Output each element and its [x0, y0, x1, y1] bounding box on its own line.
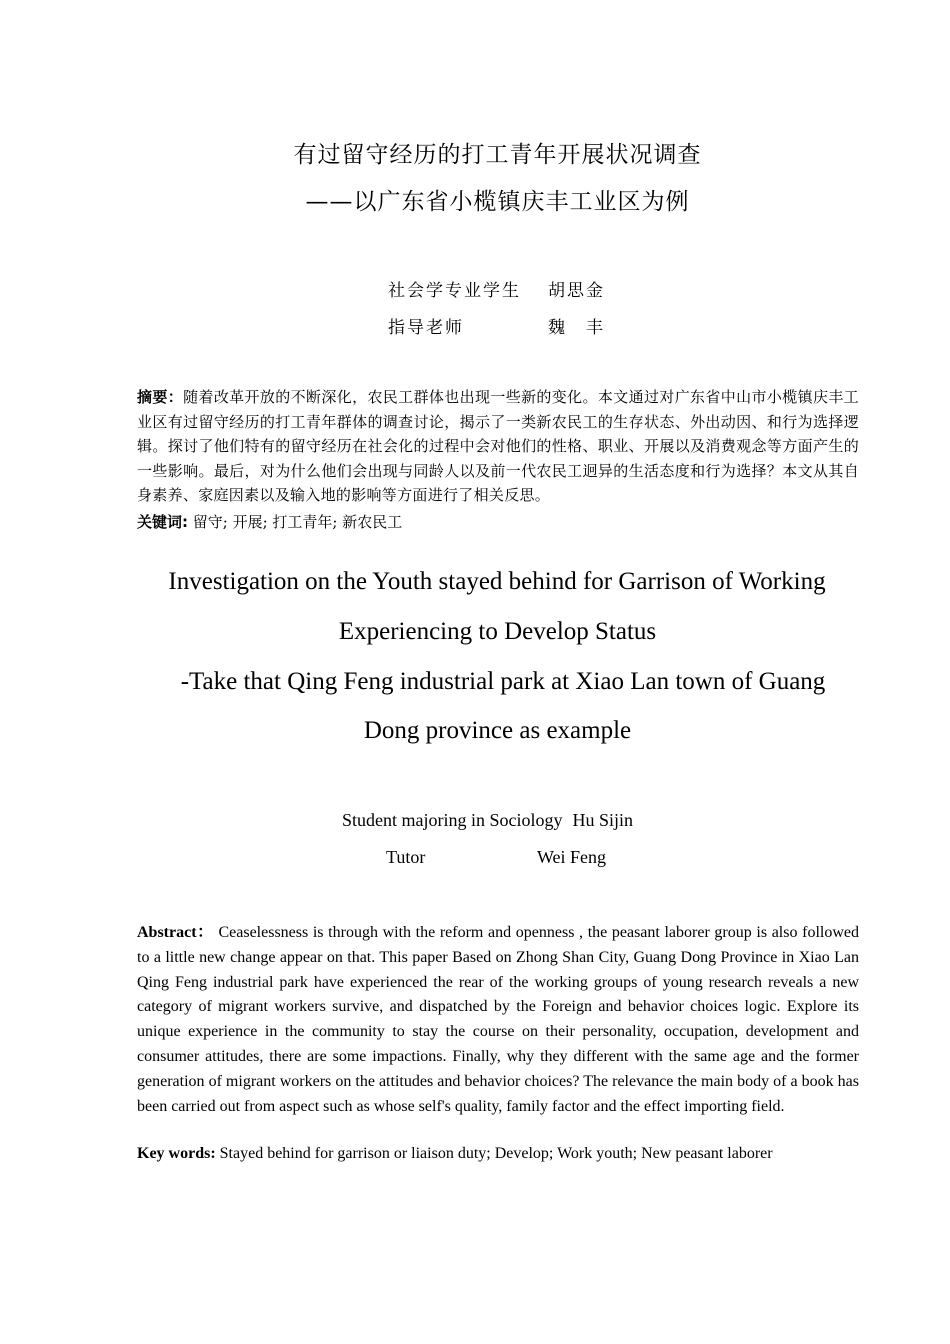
chinese-abstract-text: 随着改革开放的不断深化，农民工群体也出现一些新的变化。本文通过对广东省中山市小榄镇庆丰工业区有过留守经历的打工青年群体的调查讨论，揭示了一类新农民工的生存状态、外出动因、和行为选择逻辑。探讨了他们特有的留守经历在社会化的过程中会对他们的性格、职业、开展以及消费观念等方面产生的一些影响。最后，对为什么他们会出现与同龄人以及前一代农民工迥异的生活态度和行为选择？本文从其自身素养、家庭因素以及输入地的影响等方面进行了相关反思。 [137, 388, 859, 505]
chinese-keywords-text: 留守; 开展; 打工青年; 新农民工 [188, 513, 403, 531]
chinese-keywords-label: 关键词: [137, 513, 188, 531]
english-tutor-role: Tutor [386, 847, 426, 867]
english-title-line-2: Experiencing to Develop Status [338, 618, 657, 645]
english-title-line-1: Investigation on the Youth stayed behind for Garrison of Working [168, 568, 826, 595]
chinese-author-row [388, 276, 605, 301]
english-author-role: Student majoring in Sociology [342, 810, 563, 830]
chinese-abstract [137, 385, 859, 508]
chinese-title-line-2: ——以广东省小榄镇庆丰工业区为例 [305, 189, 690, 215]
chinese-title-line-1: 有过留守经历的打工青年开展状况调查 [293, 142, 702, 168]
chinese-abstract-label: 摘要： [137, 388, 184, 406]
english-keywords-text: Stayed behind for garrison or liaison duty; Develop; Work youth; New peasant laborer [215, 1145, 773, 1162]
english-keywords [137, 1145, 859, 1163]
chinese-keywords [137, 511, 402, 532]
english-abstract [137, 921, 859, 1119]
english-author-name: Hu Sijin [572, 810, 634, 830]
english-author-row [342, 810, 633, 831]
chinese-tutor-role: 指导老师 [388, 318, 464, 338]
english-abstract-label: Abstract： [137, 924, 214, 941]
english-title-line-4: Dong province as example [363, 717, 632, 744]
chinese-author-name: 胡思金 [548, 281, 605, 301]
chinese-author-role: 社会学专业学生 [388, 281, 521, 301]
chinese-tutor-row [388, 313, 605, 338]
english-keywords-label: Key words: [137, 1145, 216, 1162]
english-abstract-text: Ceaselessness is through with the reform and openness , the peasant laborer group is also followed to a little new change appear on that. This paper Based on Zhong Shan City, Guang Dong Province in Xiao Lan Qing Feng industrial park have experienced the rear of the working groups of young research reveals a new category of migrant workers survive, and dispatched by the Foreign and behavior choices logic. Explore its unique experience in the community to stay the course on their personality, occupation, development and consumer attitudes, there are some impactions. Finally, why they different with the same age and the former generation of migrant workers on the attitudes and behavior choices? The relevance the main body of a book has been carried out from aspect such as whose self's quality, family factor and the effect importing field. [137, 924, 859, 1115]
english-title-line-3: -Take that Qing Feng industrial park at Xiao Lan town of Guang [180, 668, 826, 695]
english-tutor-name: Wei Feng [537, 847, 607, 867]
chinese-tutor-name: 魏 丰 [548, 318, 605, 338]
